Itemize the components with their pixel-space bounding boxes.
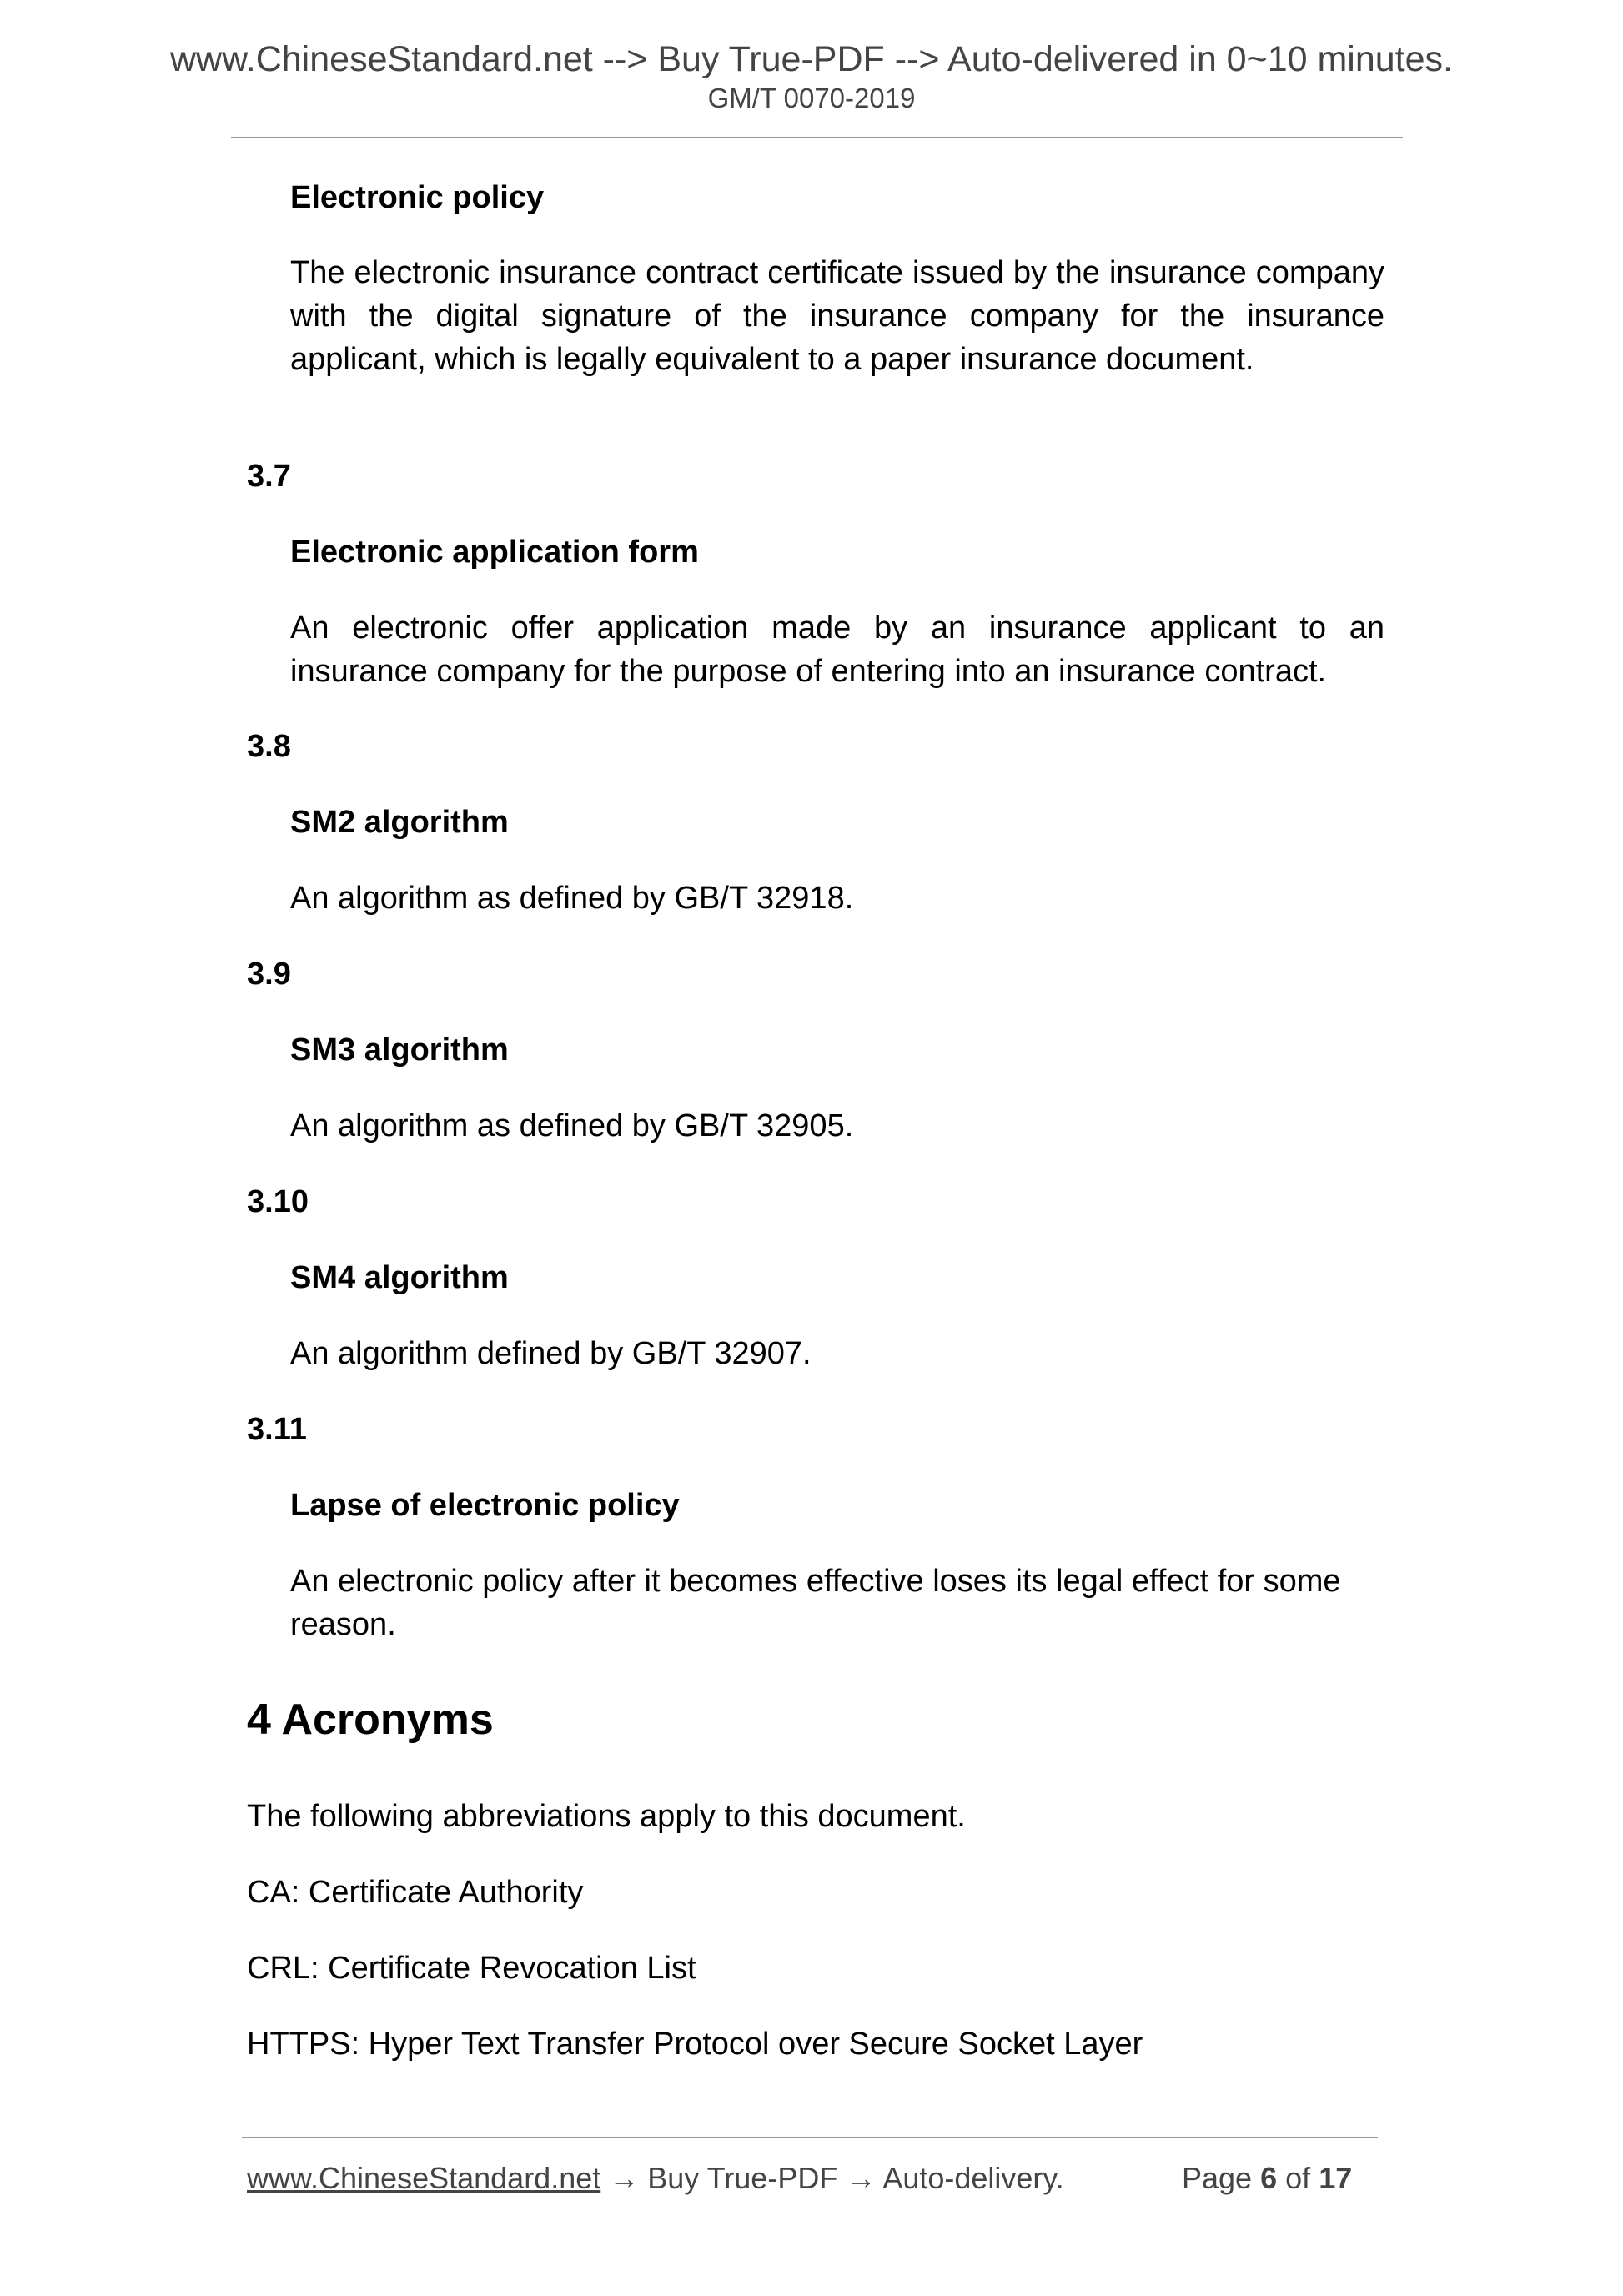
term-number-3-9: 3.9 [247,957,291,992]
footer-divider [242,2137,1378,2138]
footer-site-link[interactable]: www.ChineseStandard.net [247,2161,601,2195]
header-banner: www.ChineseStandard.net --> Buy True-PDF --> Auto-delivered in 0~10 minutes. [169,39,1453,79]
term-definition-sm2-algorithm: An algorithm as defined by GB/T 32918. [290,881,854,916]
acronym-item-ca: CA: Certificate Authority [247,1875,584,1910]
term-definition-lapse-of-electronic-policy: An electronic policy after it becomes effective loses its legal effect for some reason. [290,1564,1341,1642]
term-title-electronic-application-form: Electronic application form [290,535,699,570]
page-indicator [1182,2160,1352,2197]
footer-left [247,2160,1064,2197]
of-label: of [1285,2161,1311,2195]
term-number-3-8: 3.8 [247,729,291,764]
term-title-sm3-algorithm: SM3 algorithm [290,1032,509,1068]
acronym-item-crl: CRL: Certificate Revocation List [247,1951,696,1986]
term-title-electronic-policy: Electronic policy [290,180,545,215]
page-number: 6 [1260,2161,1278,2195]
header-divider [231,137,1403,138]
term-number-3-11: 3.11 [247,1412,307,1447]
term-title-sm2-algorithm: SM2 algorithm [290,805,509,840]
term-number-3-10: 3.10 [247,1184,309,1219]
standard-code: GM/T 0070-2019 [707,83,916,113]
term-title-sm4-algorithm: SM4 algorithm [290,1260,509,1295]
section-heading-acronyms: 4 Acronyms [247,1696,494,1744]
term-definition-electronic-application-form: An electronic offer application made by an insurance applicant to an insurance company for the purpose of entering into an insurance contract. [290,610,1384,689]
term-definition-sm4-algorithm: An algorithm defined by GB/T 32907. [290,1336,812,1371]
term-definition-sm3-algorithm: An algorithm as defined by GB/T 32905. [290,1108,854,1143]
term-number-3-7: 3.7 [247,459,291,494]
term-definition-electronic-policy: The electronic insurance contract certificate issued by the insurance company with the digital signature of the insurance company for the insurance applicant, which is legally equivalent to a paper insurance document. [290,255,1384,377]
footer-tagline: → Buy True-PDF → Auto-delivery. [600,2161,1064,2195]
acronym-item-https: HTTPS: Hyper Text Transfer Protocol over Secure Socket Layer [247,2027,1143,2062]
term-title-lapse-of-electronic-policy: Lapse of electronic policy [290,1488,680,1523]
total-pages: 17 [1319,2161,1353,2195]
page-label: Page [1182,2161,1253,2195]
acronyms-intro: The following abbreviations apply to this document. [247,1799,966,1834]
